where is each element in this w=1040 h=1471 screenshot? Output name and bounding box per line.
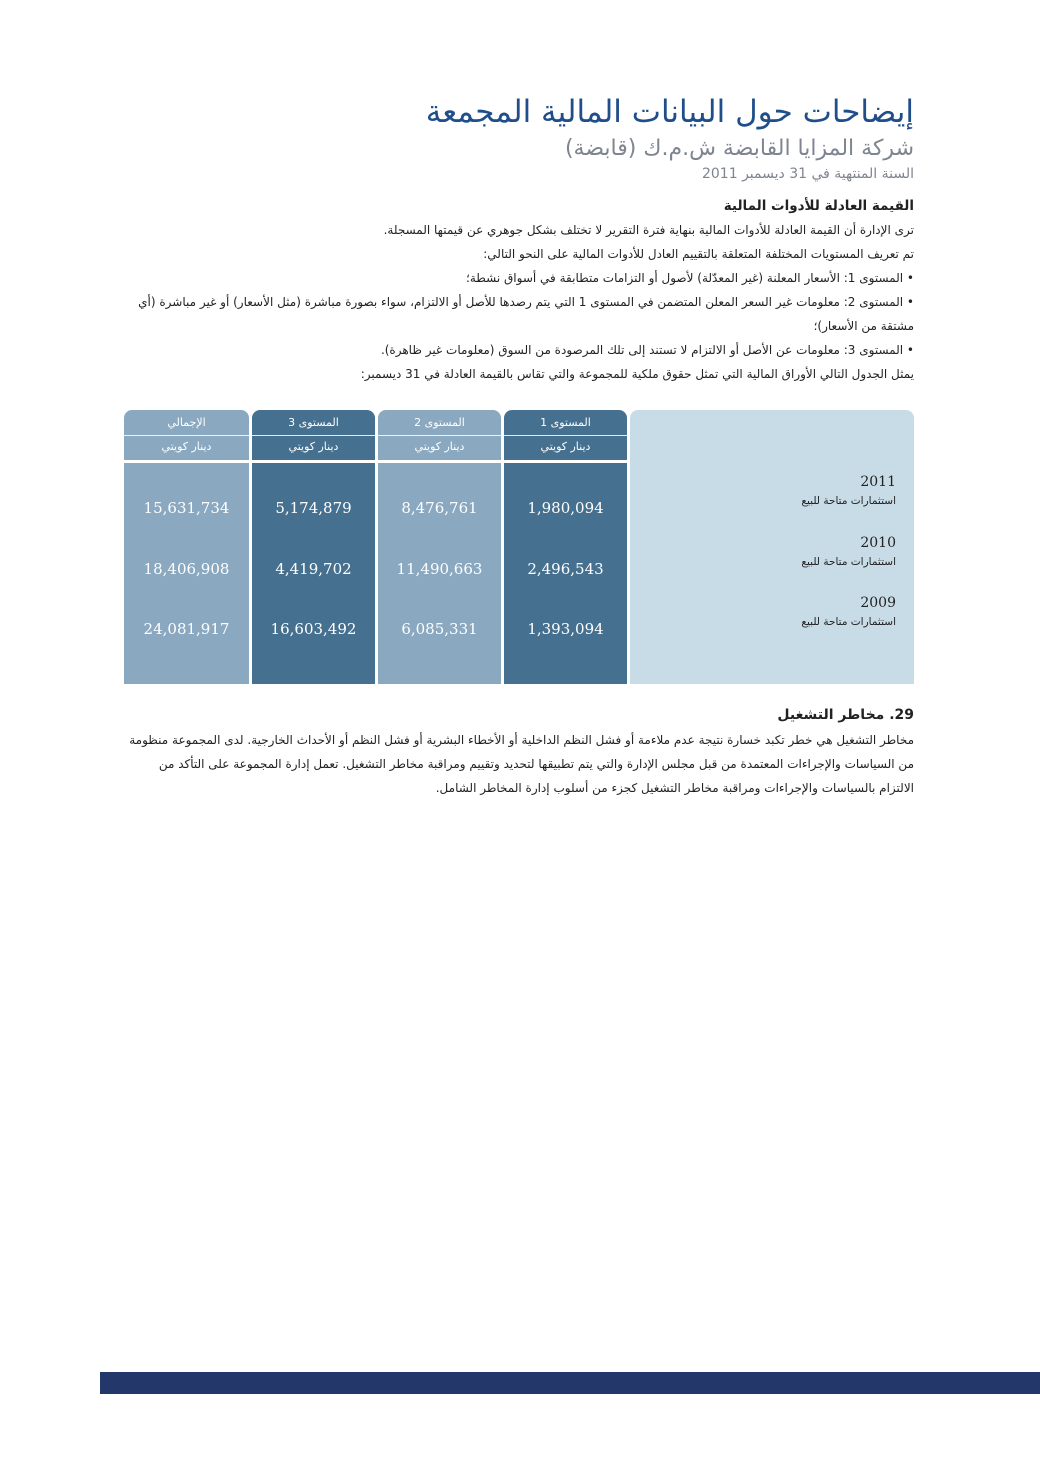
column-body bbox=[124, 462, 249, 684]
footer-bar bbox=[100, 1372, 1040, 1394]
table-intro-paragraph: يمثل الجدول التالي الأوراق المالية التي تمثل حقوق ملكية للمجموعة والتي تقاس بالقيمة العادلة في 31 ديسمبر: bbox=[360, 367, 914, 381]
column-level-1 bbox=[504, 410, 627, 684]
fair-value-paragraph-2: تم تعريف المستويات المختلفة المتعلقة بالتقييم العادل للأدوات المالية على النحو التالي: bbox=[483, 247, 914, 261]
period-label: السنة المنتهية في 31 ديسمبر 2011 bbox=[701, 166, 914, 182]
operating-risk-heading: 29. مخاطر التشغيل bbox=[777, 707, 914, 723]
column-unit: دينار كويتي bbox=[288, 440, 339, 453]
table-cell: 18,406,908 bbox=[143, 560, 230, 578]
column-total bbox=[124, 410, 249, 684]
column-header bbox=[378, 410, 501, 460]
column-header bbox=[124, 410, 249, 460]
table-cell: 4,419,702 bbox=[275, 560, 352, 578]
column-body bbox=[504, 462, 627, 684]
page-header bbox=[114, 92, 914, 184]
column-title: المستوى 3 bbox=[252, 410, 375, 436]
row-year: 2011 bbox=[860, 474, 896, 490]
row-description: استثمارات متاحة للبيع bbox=[801, 495, 896, 507]
column-header bbox=[252, 410, 375, 460]
operating-risk-section bbox=[124, 702, 914, 800]
column-body bbox=[252, 462, 375, 684]
level-3-bullet: • المستوى 3: معلومات عن الأصل أو الالتزام لا تستند إلى تلك المرصودة من السوق (معلومات غير ظاهرة). bbox=[124, 338, 914, 362]
table-cell: 1,393,094 bbox=[527, 620, 604, 638]
table-cell: 5,174,879 bbox=[275, 499, 352, 517]
level-2-bullet: • المستوى 2: معلومات غير السعر المعلن المتضمن في المستوى 1 التي يتم رصدها للأصل أو الالتزام، سواء بصورة مباشرة (مثل الأسعار) أو غير مباشرة (أي مشتقة من الأسعار)؛ bbox=[124, 290, 914, 338]
row-year: 2009 bbox=[860, 595, 896, 611]
column-title: المستوى 2 bbox=[378, 410, 501, 436]
column-unit: دينار كويتي bbox=[414, 440, 465, 453]
table-cell: 24,081,917 bbox=[143, 620, 230, 638]
column-body bbox=[378, 462, 501, 684]
column-title: المستوى 1 bbox=[504, 410, 627, 436]
row-description: استثمارات متاحة للبيع bbox=[801, 616, 896, 628]
row-label-2010 bbox=[636, 533, 896, 571]
table-cell: 11,490,663 bbox=[396, 560, 483, 578]
column-level-3 bbox=[252, 410, 375, 684]
column-header bbox=[504, 410, 627, 460]
fair-value-section bbox=[124, 194, 914, 386]
table-cell: 1,980,094 bbox=[527, 499, 604, 517]
row-label-column bbox=[630, 410, 914, 684]
page-title: إيضاحات حول البيانات المالية المجمعة bbox=[425, 94, 914, 130]
operating-risk-body: مخاطر التشغيل هي خطر تكبد خسارة نتيجة عدم ملاءمة أو فشل النظم الداخلية أو الأخطاء البشرية أو فشل النظم أو الأحداث الخارجية. لدى المجموعة منظومة من السياسات والإجراءات المعتمدة من قبل مجلس الإدارة والتي يتم تطبيقها لتحديد وتقييم ومراقبة مخاطر التشغيل. تعمل إدارة المجموعة على التأكد من الالتزام بالسياسات والإجراءات ومراقبة مخاطر التشغيل كجزء من أسلوب إدارة المخاطر الشامل. bbox=[129, 733, 914, 795]
company-name: شركة المزايا القابضة ش.م.ك (قابضة) bbox=[564, 136, 914, 161]
table-cell: 2,496,543 bbox=[527, 560, 604, 578]
table-cell: 15,631,734 bbox=[143, 499, 230, 517]
fair-value-table bbox=[124, 410, 914, 684]
column-unit: دينار كويتي bbox=[161, 440, 212, 453]
row-label-2011 bbox=[636, 472, 896, 510]
table-cell: 6,085,331 bbox=[401, 620, 478, 638]
row-description: استثمارات متاحة للبيع bbox=[801, 556, 896, 568]
table-cell: 16,603,492 bbox=[270, 620, 357, 638]
column-unit: دينار كويتي bbox=[540, 440, 591, 453]
level-1-bullet: • المستوى 1: الأسعار المعلنة (غير المعدّلة) لأصول أو التزامات متطابقة في أسواق نشطة؛ bbox=[124, 266, 914, 290]
row-year: 2010 bbox=[860, 535, 896, 551]
column-title: الإجمالي bbox=[124, 410, 249, 436]
column-level-2 bbox=[378, 410, 501, 684]
fair-value-paragraph-1: ترى الإدارة أن القيمة العادلة للأدوات المالية بنهاية فترة التقرير لا تختلف بشكل جوهري عن قيمتها المسجلة. bbox=[383, 223, 914, 237]
row-label-2009 bbox=[636, 593, 896, 631]
table-cell: 8,476,761 bbox=[401, 499, 478, 517]
fair-value-heading: القيمة العادلة للأدوات المالية bbox=[723, 198, 914, 214]
